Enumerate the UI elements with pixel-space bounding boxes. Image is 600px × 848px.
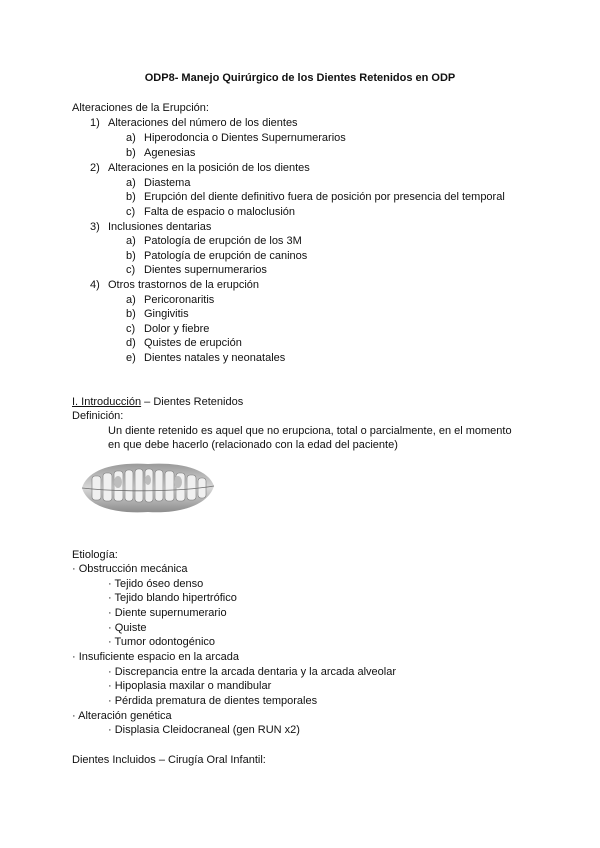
etiologia-subcause: · Tejido blando hipertrófico (108, 592, 237, 604)
document-title: ODP8- Manejo Quirúrgico de los Dientes Retenidos en ODP (144, 72, 456, 84)
etiologia-subcause: · Diente supernumerario (108, 607, 227, 619)
item-letter: b) (126, 250, 136, 262)
item-text: Patología de erupción de caninos (144, 250, 308, 262)
intro-heading-rest: – Dientes Retenidos (141, 396, 244, 408)
item-text: Erupción del diente definitivo fuera de posición por presencia del temporal (144, 191, 505, 203)
item-letter: a) (126, 235, 136, 247)
group-label: Otros trastornos de la erupción (108, 279, 260, 291)
etiologia-subcause: · Pérdida prematura de dientes temporales (108, 695, 318, 707)
group-number: 2) (90, 162, 100, 174)
item-letter: b) (126, 147, 136, 159)
etiologia-subcause: · Hipoplasia maxilar o mandibular (108, 680, 272, 692)
etiologia-subcause: · Quiste (108, 622, 147, 634)
item-letter: b) (126, 308, 136, 320)
etiologia-subcause: · Tejido óseo denso (108, 578, 204, 590)
alteraciones-heading: Alteraciones de la Erupción: (72, 102, 209, 114)
etiologia-subcause: · Discrepancia entre la arcada dentaria y la arcada alveolar (108, 666, 396, 678)
item-letter: a) (126, 177, 136, 189)
definicion-text-line: en que debe hacerlo (relacionado con la edad del paciente) (108, 439, 398, 451)
item-text: Dientes supernumerarios (144, 264, 267, 276)
group-number: 4) (90, 279, 100, 291)
item-text: Dientes natales y neonatales (144, 352, 286, 364)
item-letter: b) (126, 191, 136, 203)
dientes-incluidos-heading: Dientes Incluidos – Cirugía Oral Infantil: (72, 754, 266, 766)
etiologia-subcause: · Displasia Cleidocraneal (gen RUN x2) (108, 724, 300, 736)
etiologia-subcause: · Tumor odontogénico (108, 636, 216, 648)
item-text: Gingivitis (144, 308, 189, 320)
dental-xray-image (78, 458, 218, 518)
item-letter: a) (126, 294, 136, 306)
item-text: Patología de erupción de los 3M (144, 235, 302, 247)
etiologia-cause: · Insuficiente espacio en la arcada (72, 651, 239, 663)
item-letter: d) (126, 337, 136, 349)
group-label: Alteraciones en la posición de los dientes (108, 162, 310, 174)
item-letter: c) (126, 206, 136, 218)
item-text: Hiperodoncia o Dientes Supernumerarios (144, 132, 346, 144)
etiologia-heading: Etiología: (72, 549, 118, 561)
item-letter: c) (126, 323, 136, 335)
item-text: Falta de espacio o maloclusión (144, 206, 296, 218)
group-number: 1) (90, 117, 100, 129)
group-number: 3) (90, 221, 100, 233)
item-text: Pericoronaritis (144, 294, 215, 306)
definicion-label: Definición: (72, 410, 124, 422)
item-text: Diastema (144, 177, 191, 189)
item-letter: e) (126, 352, 136, 364)
definicion-text-line: Un diente retenido es aquel que no erupciona, total o parcialmente, en el momento (108, 425, 512, 437)
item-letter: c) (126, 264, 136, 276)
etiologia-cause: · Obstrucción mecánica (72, 563, 188, 575)
intro-heading-underlined: I. Introducción (72, 396, 142, 408)
group-label: Alteraciones del número de los dientes (108, 117, 298, 129)
etiologia-cause: · Alteración genética (72, 710, 172, 722)
item-text: Agenesias (144, 147, 196, 159)
item-letter: a) (126, 132, 136, 144)
item-text: Dolor y fiebre (144, 323, 210, 335)
intro-heading (72, 395, 243, 409)
item-text: Quistes de erupción (144, 337, 242, 349)
group-label: Inclusiones dentarias (108, 221, 212, 233)
